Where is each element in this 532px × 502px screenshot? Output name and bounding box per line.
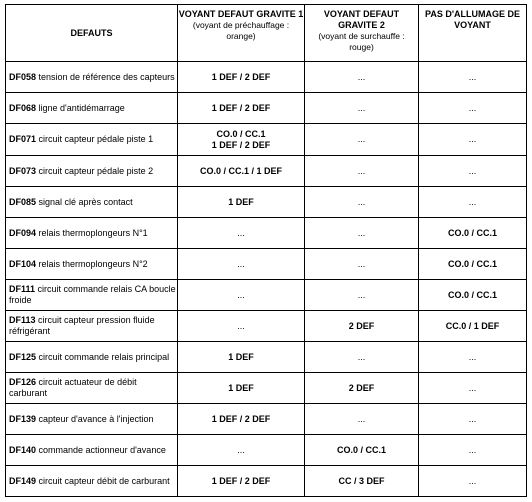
cell-value: ... (468, 134, 477, 144)
cell-value: ... (357, 351, 366, 362)
fault-code: DF104 (9, 258, 37, 269)
value-cell-g2 (305, 62, 419, 93)
fault-label: relais thermoplongeurs N°1 (38, 227, 148, 238)
value-cell-g1 (178, 156, 305, 187)
value-cell-none (419, 373, 527, 404)
value-cell-g1 (178, 311, 305, 342)
cell-value: 1 DEF (228, 196, 254, 207)
value-cell-none (419, 435, 527, 466)
header-pas-allumage-title: PAS D'ALLUMAGE DE VOYANT (425, 9, 520, 30)
cell-value: 1 DEF / 2 DEF (211, 71, 271, 82)
value-cell-g1 (178, 249, 305, 280)
table-row (6, 62, 527, 93)
cell-value: CO.0 / CC.1 (447, 289, 497, 300)
fault-cell (6, 311, 178, 342)
fault-label: signal clé après contact (38, 196, 133, 207)
value-cell-g1 (178, 62, 305, 93)
fault-code: DF140 (9, 444, 37, 455)
cell-value: CO.0 / CC.1 (216, 128, 266, 139)
value-cell-g2 (305, 435, 419, 466)
cell-value: ... (237, 258, 245, 269)
fault-table-document (5, 4, 527, 497)
fault-cell (6, 373, 178, 404)
fault-label: circuit commande relais CA boucle froide (9, 284, 176, 305)
cell-value: CC.0 / 1 DEF (445, 320, 500, 331)
table-row (6, 187, 527, 218)
value-cell-g2 (305, 156, 419, 187)
cell-value: CC / 3 DEF (338, 475, 385, 486)
fault-cell (6, 156, 178, 187)
fault-label: commande actionneur d'avance (38, 444, 166, 455)
fault-code: DF125 (9, 351, 37, 362)
table-row (6, 404, 527, 435)
header-gravite-2-sub: (voyant de surchauffe : rouge) (318, 31, 405, 52)
value-cell-g2 (305, 404, 419, 435)
fault-label: capteur d'avance à l'injection (38, 413, 154, 424)
fault-code: DF111 (9, 284, 36, 294)
cell-value: ... (357, 196, 366, 207)
table-row (6, 280, 527, 311)
fault-label: circuit capteur pédale piste 1 (38, 134, 154, 144)
table-row (6, 93, 527, 124)
cell-value: 1 DEF / 2 DEF (211, 413, 271, 424)
cell-value: ... (468, 102, 477, 113)
table-row (6, 435, 527, 466)
fault-cell (6, 435, 178, 466)
fault-label: circuit commande relais principal (38, 351, 170, 362)
cell-value: 1 DEF / 2 DEF (211, 475, 271, 486)
cell-value: CO.0 / CC.1 (447, 227, 497, 238)
cell-value: ... (357, 413, 366, 424)
table-row (6, 342, 527, 373)
fault-cell (6, 62, 178, 93)
value-cell-g1 (178, 404, 305, 435)
value-cell-g2 (305, 373, 419, 404)
fault-code: DF139 (9, 413, 37, 424)
value-cell-none (419, 280, 527, 311)
cell-value: ... (468, 71, 477, 82)
fault-table (5, 4, 527, 497)
header-gravite-1 (178, 5, 305, 62)
table-row (6, 156, 527, 187)
cell-value: ... (357, 102, 366, 113)
cell-value: ... (468, 165, 477, 176)
cell-value: CO.0 / CC.1 / 1 DEF (199, 165, 283, 176)
value-cell-g1 (178, 373, 305, 404)
value-cell-g1 (178, 93, 305, 124)
fault-code: DF149 (9, 475, 37, 486)
fault-code: DF085 (9, 196, 37, 207)
cell-value: CO.0 / CC.1 (447, 258, 497, 269)
cell-value: ... (237, 227, 245, 238)
value-cell-none (419, 218, 527, 249)
fault-cell (6, 466, 178, 497)
value-cell-g2 (305, 466, 419, 497)
cell-value: ... (357, 71, 366, 82)
value-cell-none (419, 124, 527, 156)
table-row (6, 373, 527, 404)
value-cell-none (419, 93, 527, 124)
value-cell-none (419, 187, 527, 218)
cell-value: ... (468, 475, 477, 486)
cell-value: ... (468, 444, 477, 455)
fault-label: circuit capteur pédale piste 2 (38, 165, 154, 176)
table-header-row (6, 5, 527, 62)
fault-label: circuit capteur pression fluide réfrigérant (9, 315, 155, 336)
value-cell-none (419, 466, 527, 497)
value-cell-g1 (178, 280, 305, 311)
value-cell-none (419, 342, 527, 373)
table-row (6, 218, 527, 249)
value-cell-g2 (305, 187, 419, 218)
header-gravite-2 (305, 5, 419, 62)
cell-value: ... (468, 196, 477, 207)
table-row (6, 466, 527, 497)
value-cell-g2 (305, 93, 419, 124)
table-row (6, 249, 527, 280)
fault-code: DF068 (9, 102, 37, 113)
table-body (6, 62, 527, 497)
header-defauts-title: DEFAUTS (70, 27, 113, 38)
header-gravite-1-sub: (voyant de préchauffage : orange) (192, 20, 290, 41)
fault-label: ligne d'antidémarrage (38, 102, 125, 113)
fault-code: DF126 (9, 377, 37, 387)
value-cell-g1 (178, 187, 305, 218)
fault-label: circuit actuateur de débit carburant (9, 377, 137, 398)
cell-value: 1 DEF / 2 DEF (211, 102, 271, 113)
table-row (6, 124, 527, 156)
fault-cell (6, 93, 178, 124)
value-cell-g2 (305, 342, 419, 373)
table-row (6, 311, 527, 342)
fault-cell (6, 342, 178, 373)
value-cell-g2 (305, 311, 419, 342)
fault-code: DF058 (9, 71, 37, 82)
value-cell-g2 (305, 280, 419, 311)
cell-value: ... (468, 382, 477, 393)
value-cell-none (419, 311, 527, 342)
cell-value: ... (237, 320, 245, 331)
header-gravite-1-title: VOYANT DEFAUT GRAVITE 1 (178, 9, 304, 19)
value-cell-g2 (305, 124, 419, 156)
cell-value: 1 DEF (228, 351, 254, 362)
value-cell-g1 (178, 466, 305, 497)
fault-code: DF073 (9, 165, 37, 176)
value-cell-g2 (305, 249, 419, 280)
cell-value: CO.0 / CC.1 (336, 444, 386, 455)
cell-value: ... (357, 134, 366, 144)
cell-value: 2 DEF (348, 382, 375, 393)
cell-value: ... (237, 289, 245, 300)
value-cell-none (419, 62, 527, 93)
cell-value: 1 DEF / 2 DEF (211, 139, 271, 150)
value-cell-g1 (178, 342, 305, 373)
cell-value: ... (357, 227, 366, 238)
value-cell-none (419, 404, 527, 435)
cell-value: ... (357, 258, 366, 269)
fault-cell (6, 187, 178, 218)
value-cell-g2 (305, 218, 419, 249)
fault-cell (6, 218, 178, 249)
header-defauts (6, 5, 178, 62)
fault-code: DF071 (9, 134, 37, 144)
fault-cell (6, 280, 178, 311)
fault-label: circuit capteur débit de carburant (38, 475, 170, 486)
value-cell-none (419, 156, 527, 187)
cell-value: ... (357, 165, 366, 176)
value-cell-g1 (178, 218, 305, 249)
fault-label: relais thermoplongeurs N°2 (38, 258, 148, 269)
fault-code: DF094 (9, 227, 37, 238)
cell-value: ... (468, 413, 477, 424)
value-cell-g1 (178, 435, 305, 466)
fault-label: tension de référence des capteurs (38, 71, 175, 82)
cell-value: ... (357, 289, 366, 300)
value-cell-g1 (178, 124, 305, 156)
fault-cell (6, 404, 178, 435)
fault-code: DF113 (9, 315, 36, 325)
cell-value: 2 DEF (348, 320, 375, 331)
cell-value: ... (237, 444, 245, 455)
header-gravite-2-title: VOYANT DEFAUT GRAVITE 2 (323, 9, 400, 30)
cell-value: 1 DEF (228, 382, 254, 393)
value-cell-none (419, 249, 527, 280)
header-pas-allumage (419, 5, 527, 62)
cell-value: ... (468, 351, 477, 362)
fault-cell (6, 249, 178, 280)
fault-cell (6, 124, 178, 156)
